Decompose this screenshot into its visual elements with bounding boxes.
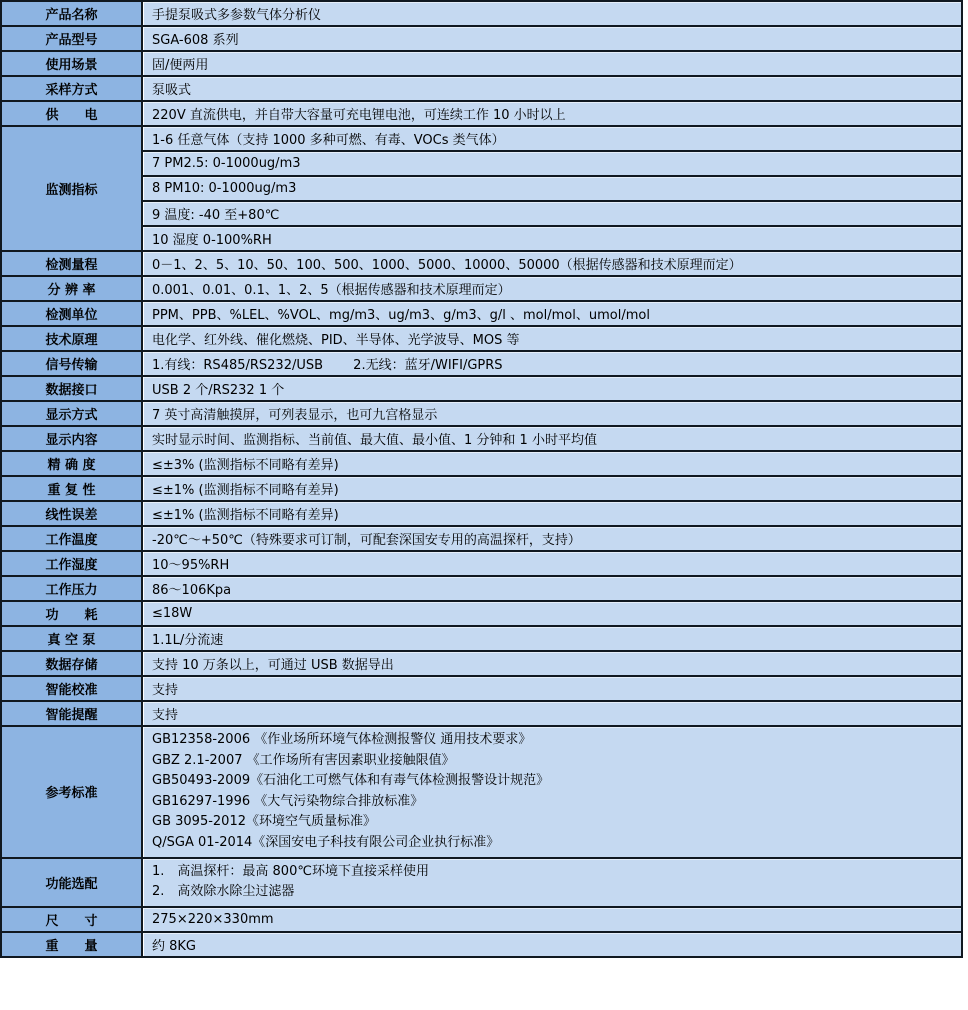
row-vacuum-pump: [1, 626, 962, 651]
value-accuracy: ≤±3% (监测指标不同略有差异): [142, 451, 962, 476]
label-dimensions: 尺 寸: [1, 907, 142, 932]
row-product-model: [1, 26, 962, 51]
label-product-model: 产品型号: [1, 26, 142, 51]
label-power-consumption: 功 耗: [1, 601, 142, 626]
value-working-temperature: -20℃～+50℃（特殊要求可订制，可配套深国安专用的高温探杆，支持）: [142, 526, 962, 551]
row-power-supply: [1, 101, 962, 126]
value-data-storage: 支持 10 万条以上，可通过 USB 数据导出: [142, 651, 962, 676]
row-working-humidity: [1, 551, 962, 576]
value-resolution: 0.001、0.01、0.1、1、2、5（根据传感器和技术原理而定）: [142, 276, 962, 301]
row-monitoring-indicators-2: [1, 151, 962, 176]
row-working-temperature: [1, 526, 962, 551]
value-monitoring-indicator-temperature: 9 温度: -40 至+80℃: [142, 201, 962, 226]
value-monitoring-indicator-gases: 1-6 任意气体（支持 1000 多种可燃、有毒、VOCs 类气体）: [142, 126, 962, 151]
label-monitoring-indicators: 监测指标: [1, 126, 142, 251]
value-monitoring-indicator-humidity: 10 湿度 0-100%RH: [142, 226, 962, 251]
value-monitoring-indicator-pm10: 8 PM10: 0-1000ug/m3: [142, 176, 962, 201]
label-vacuum-pump: 真 空 泵: [1, 626, 142, 651]
label-optional-functions: 功能选配: [1, 858, 142, 907]
label-usage-scenario: 使用场景: [1, 51, 142, 76]
value-vacuum-pump: 1.1L/分流速: [142, 626, 962, 651]
value-data-interface: USB 2 个/RS232 1 个: [142, 376, 962, 401]
value-product-name: 手提泵吸式多参数气体分析仪: [142, 1, 962, 26]
label-detection-unit: 检测单位: [1, 301, 142, 326]
value-signal-transmission: 1.有线：RS485/RS232/USB 2.无线：蓝牙/WIFI/GPRS: [142, 351, 962, 376]
value-power-supply: 220V 直流供电，并自带大容量可充电锂电池，可连续工作 10 小时以上: [142, 101, 962, 126]
value-display-mode: 7 英寸高清触摸屏，可列表显示，也可九宫格显示: [142, 401, 962, 426]
value-linearity-error: ≤±1% (监测指标不同略有差异): [142, 501, 962, 526]
reference-standard-line: GB12358-2006 《作业场所环境气体检测报警仪 通用技术要求》: [152, 732, 532, 747]
value-product-model: SGA-608 系列: [142, 26, 962, 51]
value-repeatability: ≤±1% (监测指标不同略有差异): [142, 476, 962, 501]
value-sampling-method: 泵吸式: [142, 76, 962, 101]
label-accuracy: 精 确 度: [1, 451, 142, 476]
label-display-mode: 显示方式: [1, 401, 142, 426]
row-product-name: [1, 1, 962, 26]
label-sampling-method: 采样方式: [1, 76, 142, 101]
value-smart-calibration: 支持: [142, 676, 962, 701]
value-optional-functions: [142, 858, 962, 907]
row-display-content: [1, 426, 962, 451]
row-smart-reminder: [1, 701, 962, 726]
reference-standard-line: GB16297-1996 《大气污染物综合排放标准》: [152, 793, 424, 809]
label-working-pressure: 工作压力: [1, 576, 142, 601]
label-repeatability: 重 复 性: [1, 476, 142, 501]
label-technical-principle: 技术原理: [1, 326, 142, 351]
value-smart-reminder: 支持: [142, 701, 962, 726]
label-data-storage: 数据存储: [1, 651, 142, 676]
label-power-supply: 供 电: [1, 101, 142, 126]
optional-function-line: 2. 高效除水除尘过滤器: [152, 884, 295, 900]
row-dimensions: [1, 907, 962, 932]
label-working-humidity: 工作湿度: [1, 551, 142, 576]
label-smart-reminder: 智能提醒: [1, 701, 142, 726]
value-detection-range: 0－1、2、5、10、50、100、500、1000、5000、10000、50000（根据传感器和技术原理而定）: [142, 251, 962, 276]
reference-standard-line: Q/SGA 01-2014《深国安电子科技有限公司企业执行标准》: [152, 834, 500, 850]
reference-standard-line: GBZ 2.1-2007 《工作场所有害因素职业接触限值》: [152, 752, 455, 768]
reference-standard-line: GB50493-2009《石油化工可燃气体和有毒气体检测报警设计规范》: [152, 773, 550, 789]
value-dimensions: 275×220×330mm: [142, 907, 962, 932]
row-detection-unit: [1, 301, 962, 326]
value-working-pressure: 86～106Kpa: [142, 576, 962, 601]
value-technical-principle: 电化学、红外线、催化燃烧、PID、半导体、光学波导、MOS 等: [142, 326, 962, 351]
label-working-temperature: 工作温度: [1, 526, 142, 551]
row-weight: [1, 932, 962, 957]
row-display-mode: [1, 401, 962, 426]
row-sampling-method: [1, 76, 962, 101]
value-display-content: 实时显示时间、监测指标、当前值、最大值、最小值、1 分钟和 1 小时平均值: [142, 426, 962, 451]
row-resolution: [1, 276, 962, 301]
row-data-storage: [1, 651, 962, 676]
row-monitoring-indicators-4: [1, 201, 962, 226]
value-reference-standards: [142, 726, 962, 858]
row-working-pressure: [1, 576, 962, 601]
row-accuracy: [1, 451, 962, 476]
row-monitoring-indicators-3: [1, 176, 962, 201]
reference-standard-line: GB 3095-2012《环境空气质量标准》: [152, 814, 376, 830]
value-weight: 约 8KG: [142, 932, 962, 957]
value-power-consumption: ≤18W: [142, 601, 962, 626]
label-signal-transmission: 信号传输: [1, 351, 142, 376]
value-detection-unit: PPM、PPB、%LEL、%VOL、mg/m3、ug/m3、g/m3、g/l 、mol/mol、umol/mol: [142, 301, 962, 326]
row-usage-scenario: [1, 51, 962, 76]
row-monitoring-indicators-1: [1, 126, 962, 151]
value-monitoring-indicator-pm25: 7 PM2.5: 0-1000ug/m3: [142, 151, 962, 176]
row-technical-principle: [1, 326, 962, 351]
row-power-consumption: [1, 601, 962, 626]
label-smart-calibration: 智能校准: [1, 676, 142, 701]
label-reference-standards: 参考标准: [1, 726, 142, 858]
row-data-interface: [1, 376, 962, 401]
row-signal-transmission: [1, 351, 962, 376]
row-reference-standards: [1, 726, 962, 858]
label-detection-range: 检测量程: [1, 251, 142, 276]
label-weight: 重 量: [1, 932, 142, 957]
row-linearity-error: [1, 501, 962, 526]
optional-function-line: 1. 高温探杆：最高 800℃环境下直接采样使用: [152, 863, 429, 879]
label-resolution: 分 辨 率: [1, 276, 142, 301]
value-usage-scenario: 固/便两用: [142, 51, 962, 76]
value-working-humidity: 10～95%RH: [142, 551, 962, 576]
row-optional-functions: [1, 858, 962, 907]
label-data-interface: 数据接口: [1, 376, 142, 401]
label-display-content: 显示内容: [1, 426, 142, 451]
row-repeatability: [1, 476, 962, 501]
row-detection-range: [1, 251, 962, 276]
label-linearity-error: 线性误差: [1, 501, 142, 526]
label-product-name: 产品名称: [1, 1, 142, 26]
row-monitoring-indicators-5: [1, 226, 962, 251]
row-smart-calibration: [1, 676, 962, 701]
